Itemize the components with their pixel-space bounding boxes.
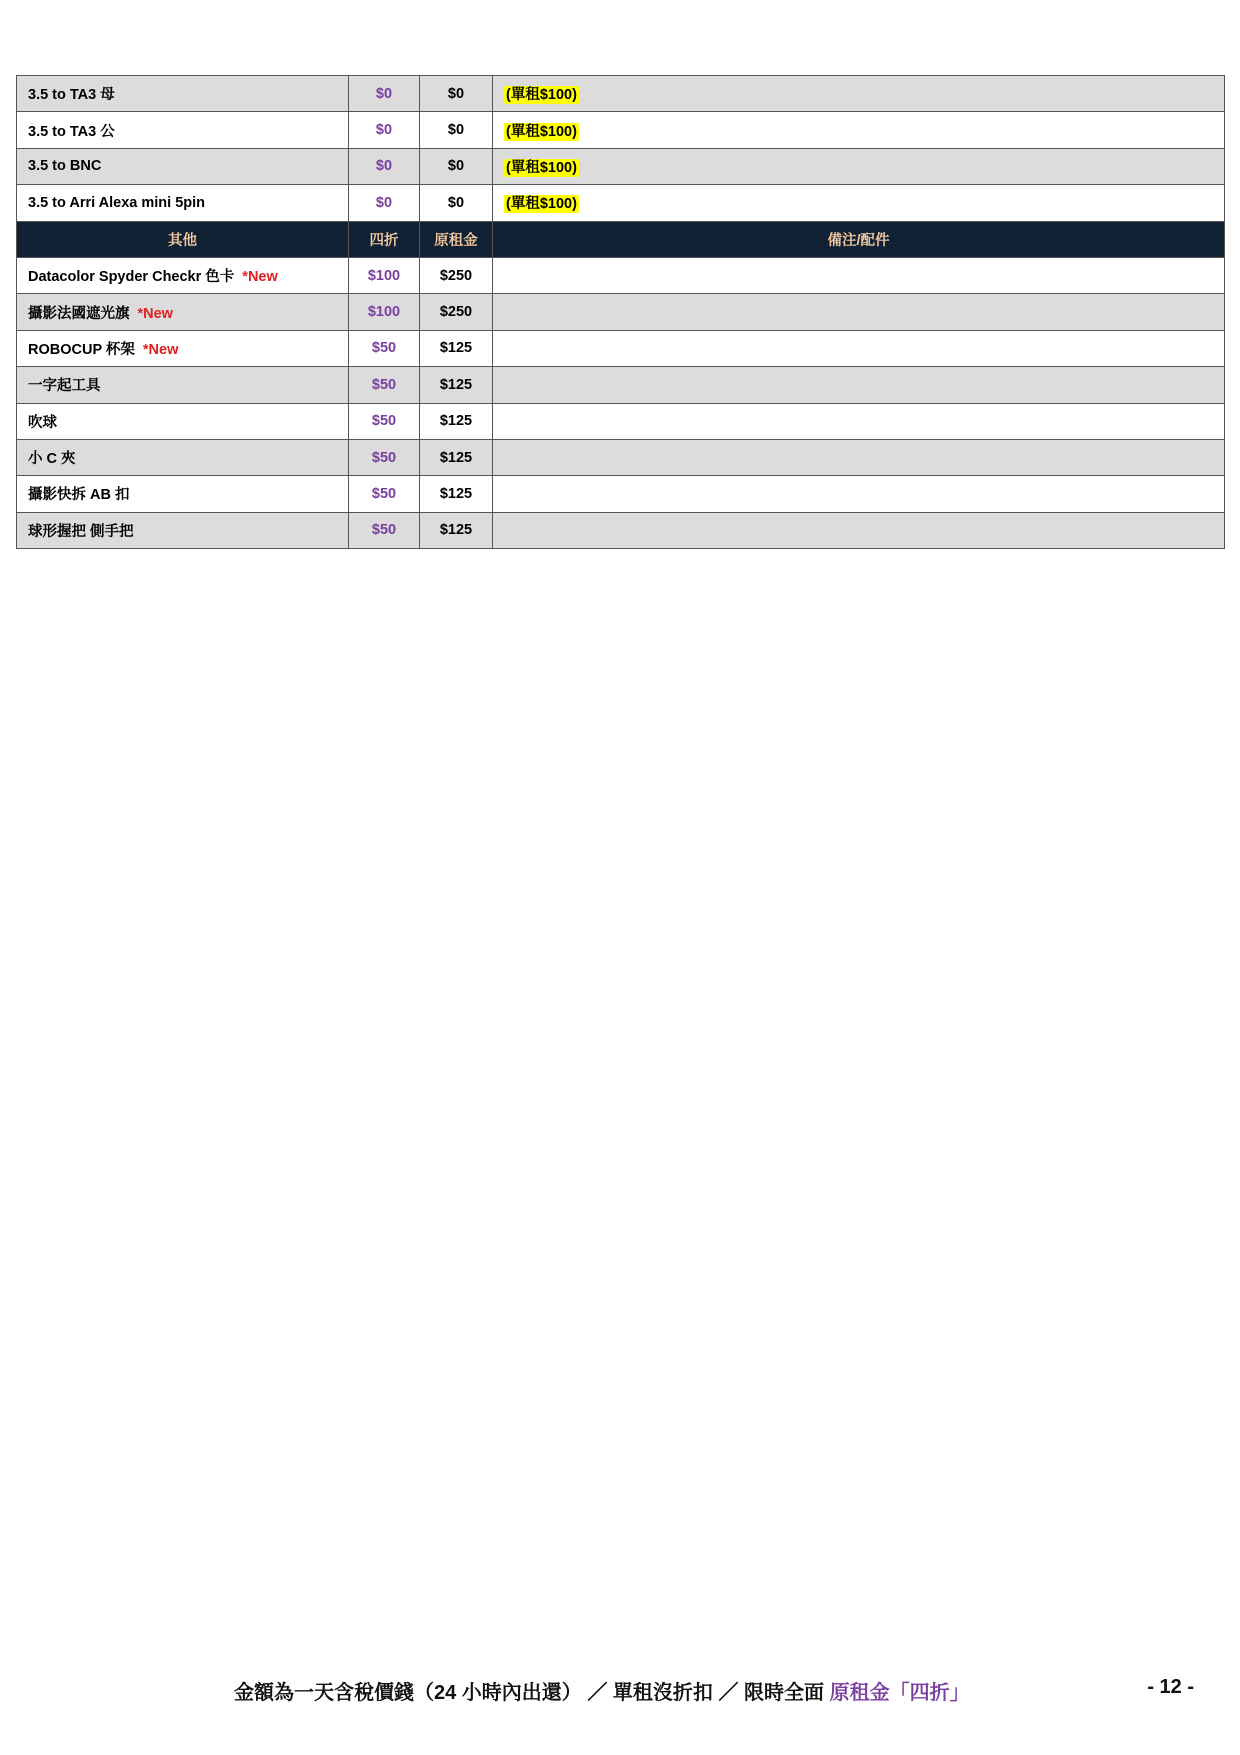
original-price: $125 [420, 403, 493, 439]
original-price: $0 [420, 112, 493, 148]
item-name-cell [17, 330, 349, 366]
table-row [17, 367, 1225, 403]
table-row [17, 330, 1225, 366]
note-cell [493, 403, 1225, 439]
note-cell [493, 148, 1225, 184]
discount-price: $50 [349, 439, 420, 475]
original-price: $0 [420, 148, 493, 184]
footer-notice [234, 1676, 970, 1705]
table-row [17, 257, 1225, 293]
original-price: $125 [420, 367, 493, 403]
discount-price: $50 [349, 476, 420, 512]
header-note: 備注/配件 [493, 221, 1225, 257]
item-name: 3.5 to BNC [17, 148, 349, 184]
note-cell [493, 367, 1225, 403]
discount-price: $0 [349, 185, 420, 221]
page-footer [0, 1676, 1240, 1706]
discount-price: $100 [349, 257, 420, 293]
new-badge: *New [142, 341, 179, 358]
table-row [17, 403, 1225, 439]
item-name: 小 C 夾 [17, 439, 349, 475]
note-cell [493, 512, 1225, 548]
note-cell [493, 439, 1225, 475]
original-price: $0 [420, 76, 493, 112]
note-cell [493, 76, 1225, 112]
item-name: 3.5 to TA3 母 [17, 76, 349, 112]
item-name: ROBOCUP 杯架 [28, 341, 135, 358]
item-name: 3.5 to Arri Alexa mini 5pin [17, 185, 349, 221]
table-row [17, 76, 1225, 112]
item-name: 一字起工具 [17, 367, 349, 403]
discount-price: $0 [349, 148, 420, 184]
original-price: $250 [420, 257, 493, 293]
single-rent-note: (單租$100) [506, 196, 577, 213]
item-name: 3.5 to TA3 公 [17, 112, 349, 148]
original-price: $0 [420, 185, 493, 221]
table-row [17, 294, 1225, 330]
discount-price: $50 [349, 512, 420, 548]
price-table-body [17, 76, 1225, 549]
header-category: 其他 [17, 221, 349, 257]
original-price: $125 [420, 476, 493, 512]
item-name: 吹球 [17, 403, 349, 439]
table-row [17, 512, 1225, 548]
header-original: 原租金 [420, 221, 493, 257]
note-cell [493, 476, 1225, 512]
new-badge: *New [242, 269, 278, 286]
discount-price: $0 [349, 112, 420, 148]
table-row [17, 439, 1225, 475]
rental-price-table [16, 75, 1225, 549]
note-cell [493, 330, 1225, 366]
note-cell [493, 257, 1225, 293]
note-cell [493, 112, 1225, 148]
discount-price: $0 [349, 76, 420, 112]
original-price: $125 [420, 512, 493, 548]
original-price: $250 [420, 294, 493, 330]
item-name: 攝影快拆 AB 扣 [17, 476, 349, 512]
table-row [17, 112, 1225, 148]
table-row [17, 476, 1225, 512]
discount-price: $100 [349, 294, 420, 330]
note-cell [493, 185, 1225, 221]
page-number: - 12 - [1147, 1676, 1194, 1698]
discount-price: $50 [349, 403, 420, 439]
item-name: 球形握把 側手把 [17, 512, 349, 548]
section-header-row [17, 221, 1225, 257]
original-price: $125 [420, 330, 493, 366]
single-rent-note: (單租$100) [506, 159, 577, 176]
discount-price: $50 [349, 330, 420, 366]
header-discount: 四折 [349, 221, 420, 257]
footer-discount-highlight: 原租金「四折」 [829, 1682, 970, 1704]
footer-main-text: 金額為一天含稅價錢（24 小時內出還） ／ 單租沒折扣 ／ 限時全面 [234, 1682, 830, 1704]
table-row [17, 185, 1225, 221]
single-rent-note: (單租$100) [506, 87, 577, 104]
original-price: $125 [420, 439, 493, 475]
single-rent-note: (單租$100) [506, 123, 577, 140]
note-cell [493, 294, 1225, 330]
item-name: 攝影法國遮光旗 [28, 305, 130, 322]
new-badge: *New [137, 305, 173, 322]
item-name-cell [17, 294, 349, 330]
table-row [17, 148, 1225, 184]
discount-price: $50 [349, 367, 420, 403]
item-name: Datacolor Spyder Checkr 色卡 [28, 269, 235, 286]
item-name-cell [17, 257, 349, 293]
